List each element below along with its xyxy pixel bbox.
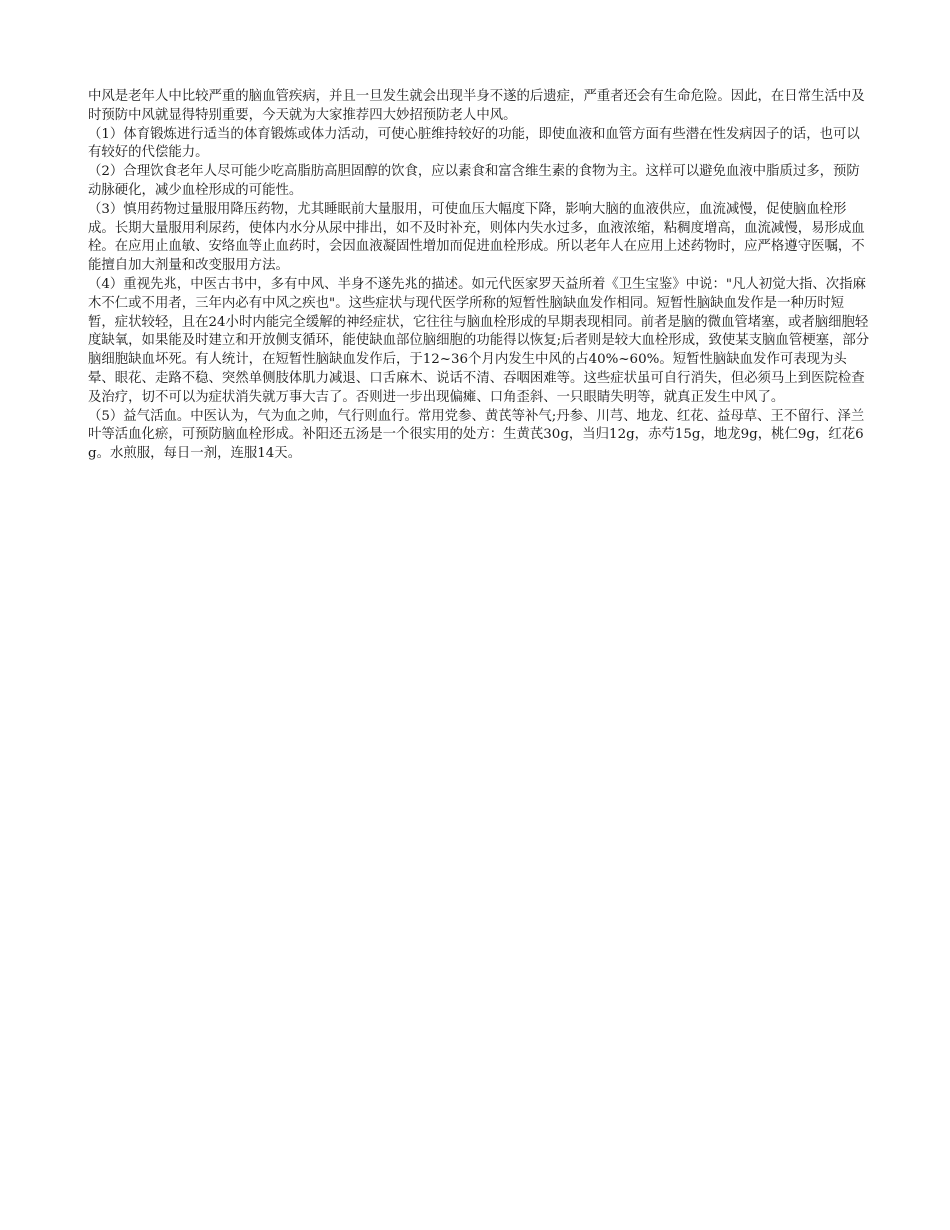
tip-blood-circulation-paragraph: （5）益气活血。中医认为，气为血之帅，气行则血行。常用党参、黄芪等补气;丹参、川芎、地龙、红花、益母草、王不留行、泽兰叶等活血化瘀，可预防脑血栓形成。补阳还五汤是一个很实用的处方：生黄芪30g，当归12g，赤芍15g，地龙9g，桃仁9g，红花6g。水煎服，每日一剂，连服14天。 [88,408,865,462]
tip-warning-signs-paragraph: （4）重视先兆，中医古书中，多有中风、半身不遂先兆的描述。如元代医家罗天益所着《卫生宝鉴》中说："凡人初觉大指、次指麻木不仁或不用者，三年内必有中风之疾也"。这些症状与现代医学所称的短暂性脑缺血发作相同。短暂性脑缺血发作是一种历时短暂，症状较轻，且在24小时内能完全缓解的神经症状，它往往与脑血栓形成的早期表现相同。前者是脑的微血管堵塞，或者脑细胞轻度缺氧，如果能及时建立和开放侧支循环，能使缺血部位脑细胞的功能得以恢复;后者则是较大血栓形成，致使某支脑血管梗塞，部分脑细胞缺血坏死。有人统计，在短暂性脑缺血发作后，于12~36个月内发生中风的占40%~60%。短暂性脑缺血发作可表现为头晕、眼花、走路不稳、突然单侧肢体肌力减退、口舌麻木、说话不清、吞咽困难等。这些症状虽可自行消失，但必须马上到医院检查及治疗，切不可以为症状消失就万事大吉了。否则进一步出现偏瘫、口角歪斜、一只眼睛失明等，就真正发生中风了。 [88,276,870,405]
tip-exercise-paragraph: （1）体育锻炼进行适当的体育锻炼或体力活动，可使心脏维持较好的功能，即使血液和血管方面有些潜在性发病因子的话，也可以有较好的代偿能力。 [88,126,860,161]
document-body [88,88,870,464]
intro-paragraph: 中风是老年人中比较严重的脑血管疾病，并且一旦发生就会出现半身不遂的后遗症，严重者还会有生命危险。因此，在日常生活中及时预防中风就显得特别重要，今天就为大家推荐四大妙招预防老人中风。 [88,89,865,123]
tip-diet-paragraph: （2）合理饮食老年人尽可能少吃高脂肪高胆固醇的饮食，应以素食和富含维生素的食物为主。这样可以避免血液中脂质过多，预防动脉硬化，减少血栓形成的可能性。 [88,164,860,198]
tip-medication-paragraph: （3）慎用药物过量服用降压药物，尤其睡眠前大量服用，可使血压大幅度下降，影响大脑的血液供应，血流减慢，促使脑血栓形成。长期大量服用利尿药，使体内水分从尿中排出，如不及时补充，则体内失水过多，血液浓缩，粘稠度增高，血流减慢，易形成血栓。在应用止血敏、安络血等止血药时，会因血液凝固性增加而促进血栓形成。所以老年人在应用上述药物时，应严格遵守医嘱，不能擅自加大剂量和改变服用方法。 [88,201,865,274]
